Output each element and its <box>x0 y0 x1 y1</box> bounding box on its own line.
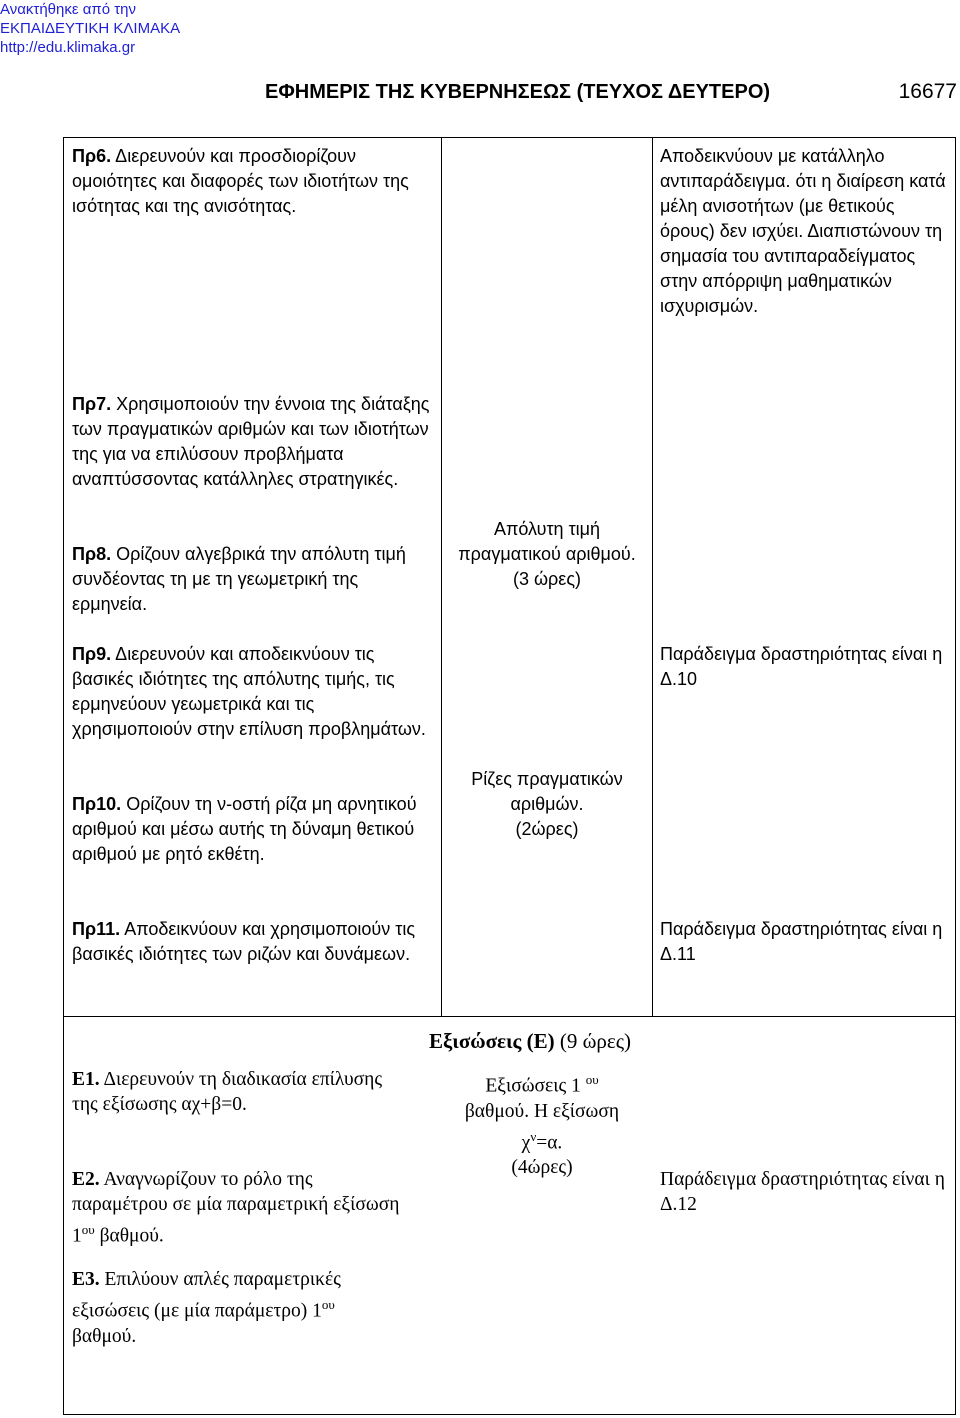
objective-code: Πρ7. <box>72 394 112 414</box>
objective-code: Πρ10. <box>72 794 122 814</box>
objective-pr11 <box>72 917 434 967</box>
objective-pr10 <box>72 792 434 867</box>
objective-pr6 <box>72 144 434 219</box>
topic-line <box>442 1124 642 1156</box>
topic-text: Εξισώσεις 1 <box>485 1075 581 1097</box>
topic-line: Ρίζες πραγματικών <box>471 769 623 789</box>
objective-pr7 <box>72 392 434 492</box>
topic-line: πραγματικού αριθμού. <box>458 544 636 564</box>
section-title: Εξισώσεις (Ε) <box>428 1029 555 1053</box>
watermark-line-2: ΕΚΠΑΙΔΕΥΤΙΚΗ ΚΛΙΜΑΚΑ <box>0 20 181 37</box>
topic-line: Απόλυτη τιμή <box>493 519 601 539</box>
activity-note-pr9: Παράδειγμα δραστηριότητας είναι η Δ.10 <box>660 644 943 689</box>
topic-text: =α. <box>536 1132 563 1153</box>
activity-note-pr11: Παράδειγμα δραστηριότητας είναι η Δ.11 <box>660 919 943 964</box>
objective-e1 <box>72 1067 402 1117</box>
table-left-border <box>63 137 64 1415</box>
topic-line <box>442 1067 642 1099</box>
watermark-line-1: Ανακτήθηκε από την <box>0 1 137 18</box>
superscript: ου <box>585 1072 599 1087</box>
topic-line: αριθμών. <box>510 794 584 814</box>
superscript: ου <box>321 1297 335 1312</box>
objective-code: Πρ11. <box>72 919 121 939</box>
section-hours: (9 ώρες) <box>559 1029 632 1053</box>
topic-roots <box>442 767 652 842</box>
objective-text: Αναγνωρίζουν το ρόλο της παραμέτρου σε μία παραμετρική εξίσωση 1 <box>72 1169 400 1247</box>
topic-line: βαθμού. Η εξίσωση <box>464 1100 620 1122</box>
objective-code: Ε3. <box>72 1269 100 1290</box>
topic-equations <box>442 1067 642 1180</box>
objective-code: Ε1. <box>72 1069 100 1090</box>
superscript: ου <box>81 1222 95 1237</box>
objective-text-tail: βαθμού. <box>72 1325 137 1347</box>
topic-hours: (2ώρες) <box>515 819 579 839</box>
objective-text: Διερευνούν τη διαδικασία επίλυσης της εξίσωσης αχ+β=0. <box>72 1069 383 1115</box>
table-right-border <box>955 137 956 1415</box>
table-top-border <box>63 137 956 138</box>
objective-text-tail: βαθμού. <box>94 1225 164 1247</box>
watermark-link[interactable]: http://edu.klimaka.gr <box>0 39 136 56</box>
objective-e3 <box>72 1267 402 1349</box>
objective-text: Ορίζουν τη ν-οστή ρίζα μη αρνητικού αριθμού και μέσω αυτής τη δύναμη θετικού αριθμού με ρητό εκθέτη. <box>72 794 417 864</box>
watermark <box>0 0 180 57</box>
topic-hours: (4ώρες) <box>511 1157 573 1178</box>
activity-note-pr6: Αποδεικνύουν με κατάλληλο αντιπαράδειγμα. ότι η διαίρεση κατά μέλη ανισοτήτων (με θετικούς όρους) δεν ισχύει. Διαπιστώνουν τη σημασία του αντιπαραδείγματος στην απόρριψη μαθηματικών ισχυρισμών. <box>660 146 946 316</box>
objective-pr9 <box>72 642 434 742</box>
objective-code: Πρ6. <box>72 146 112 166</box>
column-divider-2 <box>652 137 653 1017</box>
objective-pr8 <box>72 542 434 617</box>
objective-text: Διερευνούν και αποδεικνύουν τις βασικές ιδιότητες της απόλυτης τιμής, τις ερμηνεύουν γεωμετρικά και τις χρησιμοποιούν στην επίλυση προβλημάτων. <box>72 644 426 739</box>
page-number: 16677 <box>898 80 957 103</box>
objective-text: Επιλύουν απλές παραμετρικές εξισώσεις (με μία παράμετρο) 1 <box>72 1269 341 1322</box>
superscript: ν <box>530 1128 537 1144</box>
objective-code: Ε2. <box>72 1169 100 1190</box>
gazette-title: ΕΦΗΜΕΡΙΣ ΤΗΣ ΚΥΒΕΡΝΗΣΕΩΣ (ΤΕΥΧΟΣ ΔΕΥΤΕΡΟ) <box>265 81 771 103</box>
objective-e2 <box>72 1167 402 1249</box>
section-divider <box>63 1016 956 1017</box>
objective-code: Πρ8. <box>72 544 112 564</box>
objective-text: Διερευνούν και προσδιορίζουν ομοιότητες και διαφορές των ιδιοτήτων της ισότητας και της ανισότητας. <box>72 146 409 216</box>
topic-text: χ <box>521 1132 531 1153</box>
topic-hours: (3 ώρες) <box>513 569 581 589</box>
objective-code: Πρ9. <box>72 644 112 664</box>
topic-absolute-value <box>442 517 652 592</box>
objective-text: Χρησιμοποιούν την έννοια της διάταξης των πραγματικών αριθμών και των ιδιοτήτων της για να επιλύσουν προβλήματα αναπτύσσοντας κατάλληλες στρατηγικές. <box>72 394 430 489</box>
activity-note-e2: Παράδειγμα δραστηριότητας είναι η Δ.12 <box>660 1169 945 1215</box>
section-heading <box>300 1027 760 1055</box>
objective-text: Ορίζουν αλγεβρικά την απόλυτη τιμή συνδέοντας τη με τη γεωμετρική της ερμηνεία. <box>72 544 406 614</box>
table-bottom-border <box>63 1414 956 1415</box>
objective-text: Αποδεικνύουν και χρησιμοποιούν τις βασικές ιδιότητες των ριζών και δυνάμεων. <box>72 919 416 964</box>
